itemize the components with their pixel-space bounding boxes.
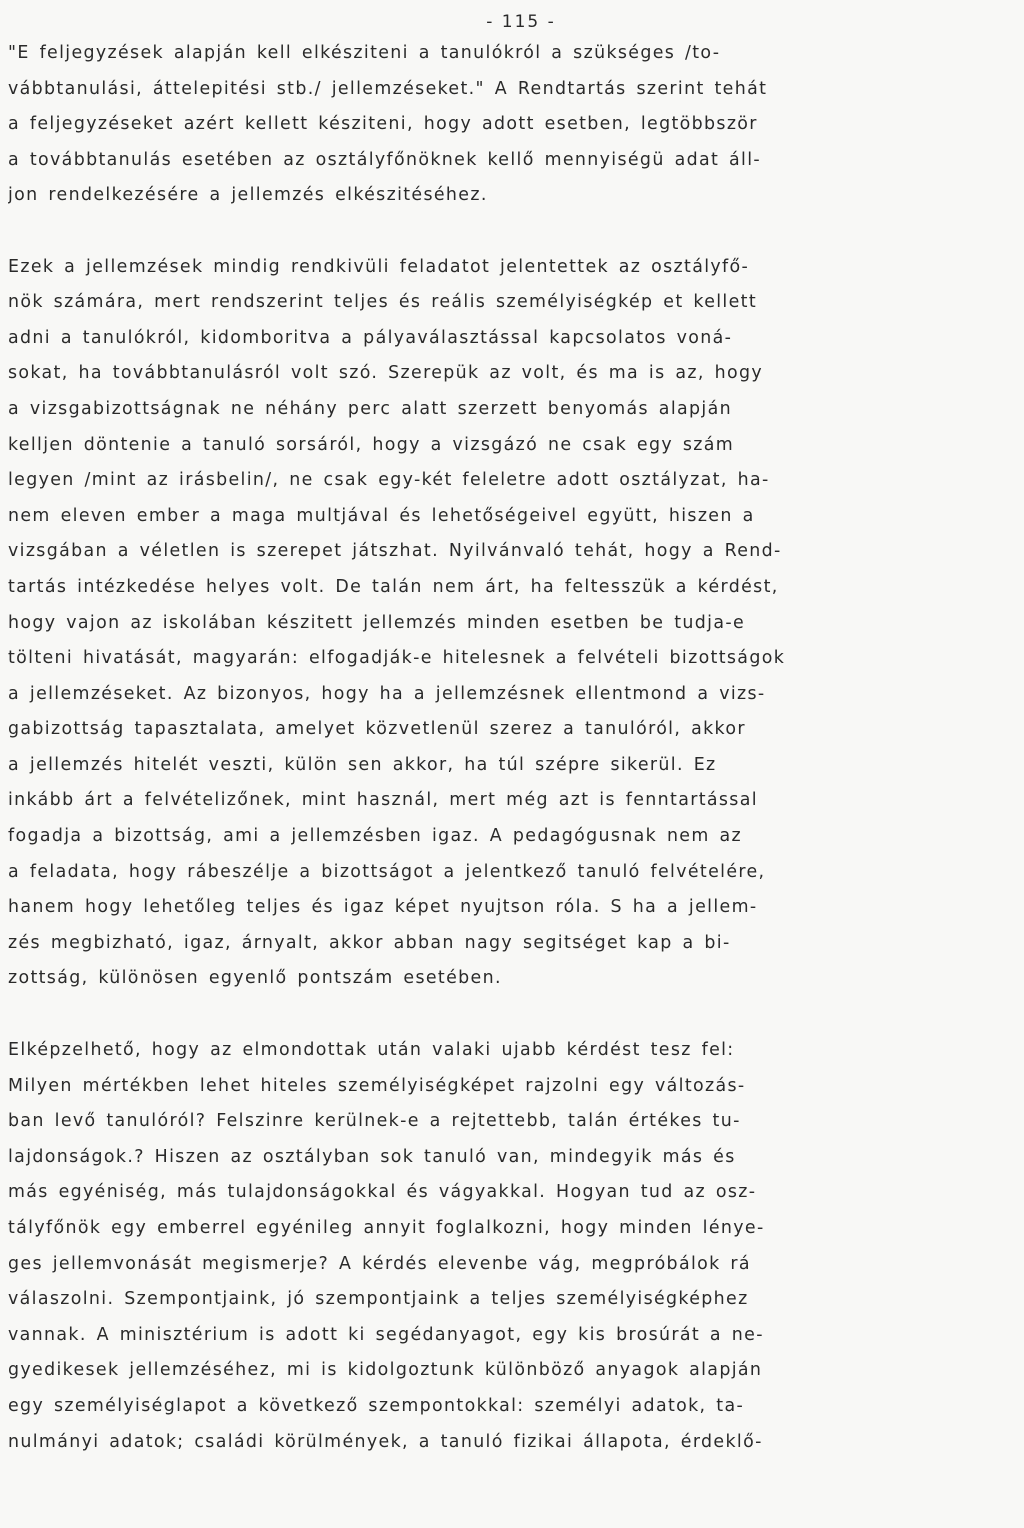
text-line: a feladata, hogy rábeszélje a bizottságot a jelentkező tanuló felvételére, (8, 861, 766, 882)
paragraph-1 (8, 36, 994, 214)
paragraph-2 (8, 250, 994, 997)
text-line: adni a tanulókról, kidomboritva a pályaválasztással kapcsolatos voná- (8, 327, 733, 348)
paragraph-3 (8, 1033, 994, 1460)
text-line: Elképzelhető, hogy az elmondottak után valaki ujabb kérdést tesz fel: (8, 1040, 735, 1061)
text-line: kelljen döntenie a tanuló sorsáról, hogy a vizsgázó ne csak egy szám (8, 434, 735, 455)
text-line: más egyéniség, más tulajdonságokkal és vágyakkal. Hogyan tud az osz- (8, 1182, 757, 1203)
text-line: hanem hogy lehetőleg teljes és igaz képet nyujtson róla. S ha a jellem- (8, 897, 758, 918)
text-line: fogadja a bizottság, ami a jellemzésben igaz. A pedagógusnak nem az (8, 826, 743, 847)
text-line: zottság, különösen egyenlő pontszám esetében. (8, 968, 502, 989)
text-line: nulmányi adatok; családi körülmények, a tanuló fizikai állapota, érdeklő- (8, 1431, 763, 1452)
text-line: a feljegyzéseket azért kellett késziteni, hogy adott esetben, legtöbbször (8, 114, 758, 135)
text-line: válaszolni. Szempontjaink, jó szempontjaink a teljes személyiségképhez (8, 1289, 749, 1310)
text-line: vábbtanulási, áttelepitési stb./ jellemzéseket." A Rendtartás szerint tehát (8, 78, 768, 99)
paragraph-gap (8, 214, 994, 250)
text-line: Milyen mértékben lehet hiteles személyiségképet rajzolni egy változás- (8, 1075, 746, 1096)
text-line: egy személyiséglapot a következő szempontokkal: személyi adatok, ta- (8, 1395, 745, 1416)
text-line: a jellemzés hitelét veszti, külön sen akkor, ha túl szépre sikerül. Ez (8, 754, 717, 775)
text-line: tölteni hivatását, magyarán: elfogadják-e hitelesnek a felvételi bizottságok (8, 648, 786, 669)
text-line: hogy vajon az iskolában készitett jellemzés minden esetben be tudja-e (8, 612, 746, 633)
text-line: jon rendelkezésére a jellemzés elkészitéséhez. (8, 185, 488, 206)
text-line: vannak. A minisztérium is adott ki segédanyagot, egy kis brosúrát a ne- (8, 1324, 764, 1345)
text-line: tályfőnök egy emberrel egyénileg annyit foglalkozni, hogy minden lénye- (8, 1218, 765, 1238)
text-line: nök számára, mert rendszerint teljes és reális személyiségkép et kellett (8, 292, 757, 313)
text-line: ban levő tanulóról? Felszinre kerülnek-e a rejtettebb, talán értékes tu- (8, 1111, 741, 1132)
text-line: gabizottság tapasztalata, amelyet közvetlenül szerez a tanulóról, akkor (8, 719, 746, 740)
text-line: tartás intézkedése helyes volt. De talán nem árt, ha feltesszük a kérdést, (8, 576, 779, 597)
text-line: sokat, ha továbbtanulásról volt szó. Szerepük az volt, és ma is az, hogy (8, 363, 764, 384)
text-line: legyen /mint az irásbelin/, ne csak egy-két feleletre adott osztályzat, ha- (8, 470, 770, 491)
text-line: vizsgában a véletlen is szerepet játszhat. Nyilvánvaló tehát, hogy a Rend- (8, 541, 782, 562)
text-line: ges jellemvonását megismerje? A kérdés elevenbe vág, megpróbálok rá (8, 1253, 751, 1274)
page-number: - 115 - (486, 12, 556, 32)
text-line: "E feljegyzések alapján kell elkésziteni a tanulókról a szükséges /to- (8, 43, 721, 63)
text-line: gyedikesek jellemzéséhez, mi is kidolgoztunk különböző anyagok alapján (8, 1360, 763, 1381)
text-line: a jellemzéseket. Az bizonyos, hogy ha a jellemzésnek ellentmond a vizs- (8, 683, 766, 704)
text-line: nem eleven ember a maga multjával és lehetőségeivel együtt, hiszen a (8, 505, 755, 526)
text-line: a továbbtanulás esetében az osztályfőnöknek kellő mennyiségü adat áll- (8, 149, 762, 170)
text-line: a vizsgabizottságnak ne néhány perc alatt szerzett benyomás alapján (8, 398, 732, 419)
text-line: lajdonságok.? Hiszen az osztályban sok tanuló van, mindegyik más és (8, 1146, 736, 1167)
paragraph-gap (8, 997, 994, 1033)
text-line: Ezek a jellemzések mindig rendkivüli feladatot jelentettek az osztályfő- (8, 256, 750, 277)
text-line: inkább árt a felvételizőnek, mint használ, mert még azt is fenntartással (8, 790, 758, 811)
text-line: zés megbizható, igaz, árnyalt, akkor abban nagy segitséget kap a bi- (8, 932, 731, 953)
